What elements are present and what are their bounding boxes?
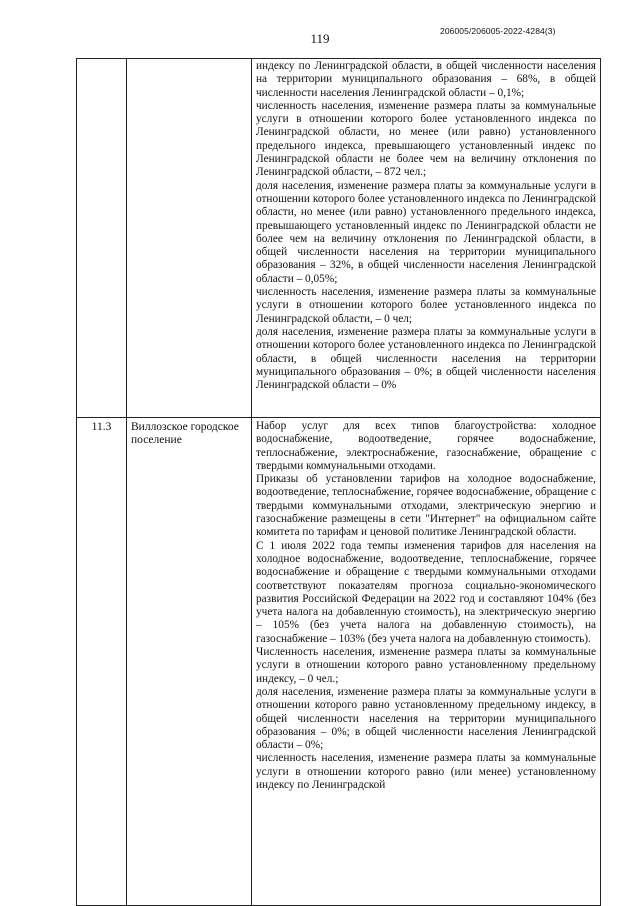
row-number: 11.3 [77, 418, 127, 906]
paragraph: индексу по Ленинградской области, в общей численности населения на территории муниципального образования – 68%, в общей численности населения Ленинградской области – 0,1%; [256, 60, 596, 99]
row-description [252, 418, 601, 906]
paragraph: численность населения, изменение размера платы за коммунальные услуги в отношении которого более установленного индекса по Ленинградской области, – 0 чел; [256, 286, 596, 325]
paragraph: Набор услуг для всех типов благоустройства: холодное водоснабжение, водоотведение, горячее водоснабжение, теплоснабжение, электроснабжение, газоснабжение, обращение с твердыми коммунальными отходами. [256, 420, 596, 472]
table-row [77, 418, 601, 906]
row-number [77, 59, 127, 418]
row-description [252, 59, 601, 418]
data-table [76, 58, 601, 906]
document-code: 206005/206005-2022-4284(3) [440, 26, 556, 36]
paragraph: доля населения, изменение размера платы за коммунальные услуги в отношении которого более установленного индекса по Ленинградской области, но менее (или равно) установленного предельного индекса, превышающего установленный индекс по Ленинградской области не более чем на величину отклонения по Ленинградской области, в общей численности населения на территории муниципального образования – 32%, в общей численности населения Ленинградской области – 0,05%; [256, 179, 596, 285]
page-number: 119 [310, 31, 330, 46]
municipality-name [127, 59, 252, 418]
paragraph: доля населения, изменение размера платы за коммунальные услуги в отношении которого равно установленному предельному индексу, в общей численности населения на территории муниципального образования – 0%; в общей численности населения Ленинградской области – 0%; [256, 685, 596, 752]
paragraph: Численность населения, изменение размера платы за коммунальные услуги в отношении которого равно установленному предельному индексу, – 0 чел.; [256, 646, 596, 685]
paragraph: численность населения, изменение размера платы за коммунальные услуги в отношении которого более установленного индекса по Ленинградской области, но менее (или равно) установленного предельного индекса, превышающего установленный индекс по Ленинградской области не более чем на величину отклонения по Ленинградской области, – 872 чел.; [256, 99, 596, 179]
paragraph: численность населения, изменение размера платы за коммунальные услуги в отношении которого равно (или менее) установленному индексу по Ленинградской [256, 752, 596, 792]
paragraph: С 1 июля 2022 года темпы изменения тарифов для населения на холодное водоснабжение, водоотведение, теплоснабжение, горячее водоснабжение и обращение с твердыми коммунальными отходами соответствуют показателям прогноза социально-экономического развития Российской Федерации на 2022 год и составляют 104% (без учета налога на добавленную стоимость), на электрическую энергию – 105% (без учета налога на добавленную стоимость), на газоснабжение – 103% (без учета налога на добавленную стоимость). [256, 539, 596, 645]
table-row [77, 59, 601, 418]
paragraph: доля населения, изменение размера платы за коммунальные услуги в отношении которого более установленного индекса по Ленинградской области, в общей численности населения на территории муниципального образования – 0%; в общей численности населения Ленинградской области – 0% [256, 325, 596, 392]
municipality-name: Виллозское городское поселение [127, 418, 252, 906]
paragraph: Приказы об установлении тарифов на холодное водоснабжение, водоотведение, теплоснабжение, горячее водоснабжение, обращение с твердыми коммунальными отходами, электрическую энергию и газоснабжение размещены в сети "Интернет" на официальном сайте комитета по тарифам и ценовой политике Ленинградской области. [256, 473, 596, 539]
